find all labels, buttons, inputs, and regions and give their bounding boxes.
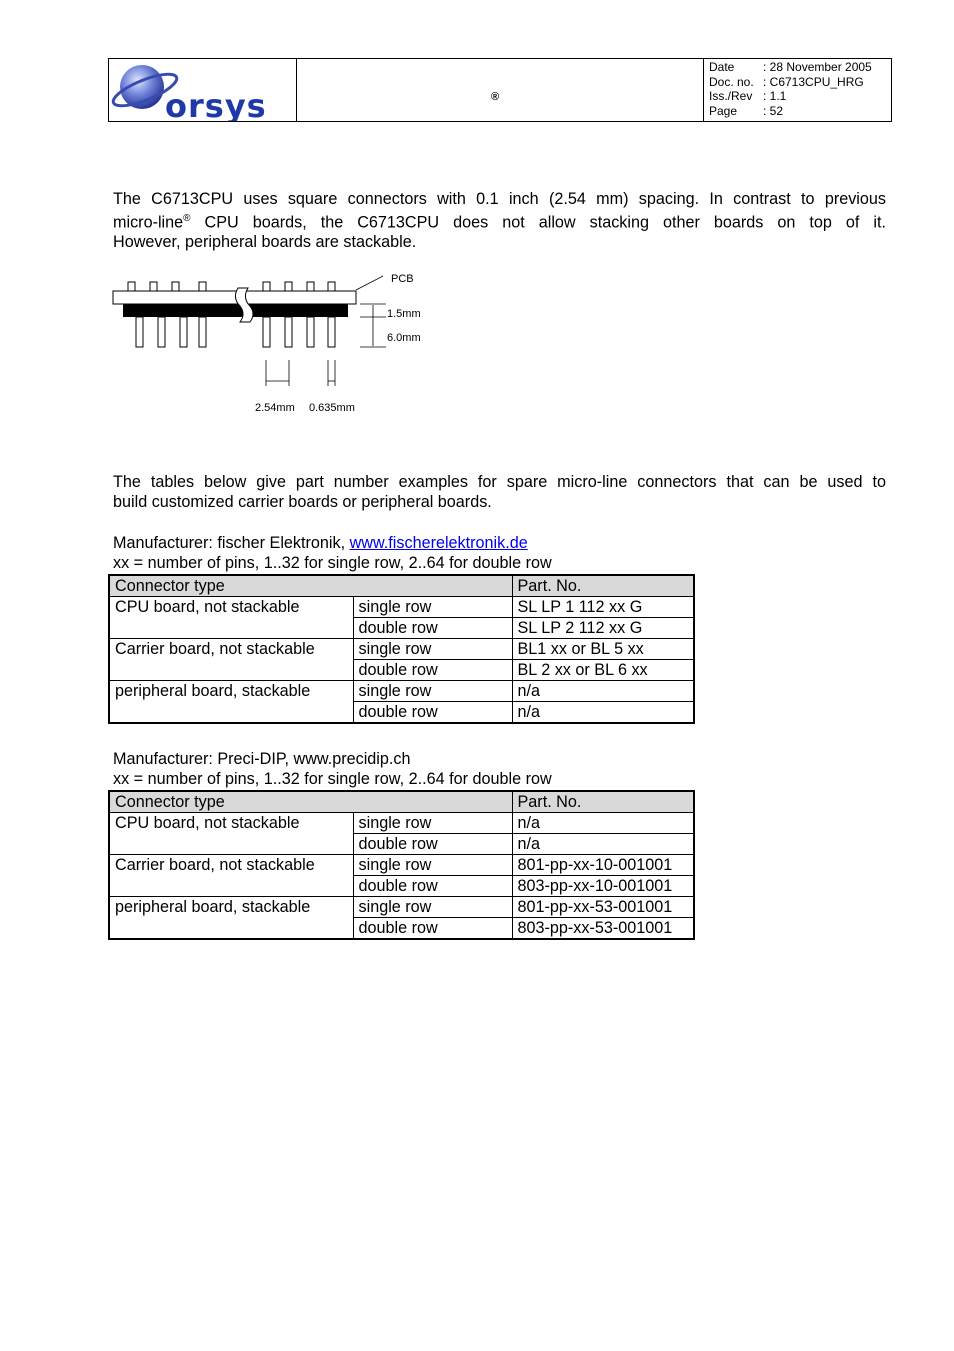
fischer-manufacturer: Manufacturer: fischer Elektronik, www.fischerelektronik.de — [113, 534, 528, 552]
pin-bottom — [180, 317, 187, 347]
tables-intro-paragraph — [113, 472, 886, 512]
pin-bottom — [199, 317, 206, 347]
intro-line-2: micro-line® CPU boards, the C6713CPU does not allow stacking other boards on top of it. — [113, 213, 886, 232]
info-date: Date : 28 November 2005 — [709, 60, 872, 74]
tables-intro-line-2: build customized carrier boards or peripheral boards. — [113, 493, 492, 511]
info-doc-no: Doc. no. : C6713CPU_HRG — [709, 74, 864, 89]
header-connector-type: Connector type — [109, 791, 512, 813]
table-header-row — [109, 575, 694, 597]
pin-bottom — [307, 317, 314, 347]
header-part-no: Part. No. — [512, 791, 694, 813]
table-row: Carrier board, not stackable single row 801-pp-xx-10-001001 — [109, 855, 694, 876]
pin-top — [285, 282, 292, 291]
intro-line-1: The C6713CPU uses square connectors with 0.1 inch (2.54 mm) spacing. In contrast to previous — [113, 190, 886, 208]
pin-width-label: 0.635mm — [309, 402, 355, 414]
pcb-label: PCB — [391, 273, 414, 285]
table-row: CPU board, not stackable single row SL LP 1 112 xx G — [109, 597, 694, 618]
board-type-cell: CPU board, not stackable — [109, 813, 353, 855]
pcb — [113, 291, 356, 304]
fischer-table — [108, 574, 695, 724]
connector-diagram — [108, 268, 438, 420]
pin-top — [199, 282, 206, 291]
precidip-table — [108, 790, 695, 940]
orsys-logo — [109, 59, 297, 121]
precidip-note: xx = number of pins, 1..32 for single row, 2..64 for double row — [113, 770, 552, 788]
intro-paragraph — [113, 189, 886, 252]
pin-top — [128, 282, 135, 291]
svg-text:orsys: orsys — [165, 87, 267, 121]
precidip-manufacturer: Manufacturer: Preci-DIP, www.precidip.ch — [113, 750, 411, 768]
table-row: Carrier board, not stackable single row BL1 xx or BL 5 xx — [109, 639, 694, 660]
pcb-leader — [356, 276, 383, 290]
document-header — [108, 58, 892, 122]
table-row: double row n/a — [109, 834, 694, 855]
tables-intro-line-1: The tables below give part number examples for spare micro-line connectors that can be used to — [113, 473, 886, 491]
thickness-label: 1.5mm — [387, 308, 421, 320]
header-connector-type: Connector type — [109, 575, 512, 597]
table-row: double row 803-pp-xx-53-001001 — [109, 918, 694, 940]
table-row: double row SL LP 2 112 xx G — [109, 618, 694, 639]
planet-logo-icon — [109, 59, 295, 121]
pin-bottom — [285, 317, 292, 347]
length-label: 6.0mm — [387, 332, 421, 344]
fischer-note: xx = number of pins, 1..32 for single row, 2..64 for double row — [113, 554, 552, 572]
pin-top — [150, 282, 157, 291]
pitch-label: 2.54mm — [255, 402, 295, 414]
pin-bottom — [328, 317, 335, 347]
pin-top — [263, 282, 270, 291]
board-type-cell: Carrier board, not stackable — [109, 855, 353, 897]
board-type-cell: peripheral board, stackable — [109, 897, 353, 940]
table-row: CPU board, not stackable single row n/a — [109, 813, 694, 834]
pin-bottom — [136, 317, 143, 347]
table-row: double row n/a — [109, 702, 694, 724]
table-row: double row 803-pp-xx-10-001001 — [109, 876, 694, 897]
header-part-no: Part. No. — [512, 575, 694, 597]
intro-line-3: However, peripheral boards are stackable. — [113, 233, 417, 252]
board-type-cell: CPU board, not stackable — [109, 597, 353, 639]
fischer-link[interactable]: www.fischerelektronik.de — [349, 534, 528, 552]
info-page: Page : 52 — [709, 103, 784, 118]
pin-top — [307, 282, 314, 291]
board-type-cell: peripheral board, stackable — [109, 681, 353, 724]
pin-top — [172, 282, 179, 291]
table-row: peripheral board, stackable single row n/a — [109, 681, 694, 702]
info-issue-rev: Iss./Rev : 1.1 — [709, 89, 787, 103]
table-row: double row BL 2 xx or BL 6 xx — [109, 660, 694, 681]
connector-body — [123, 304, 348, 317]
pin-bottom — [158, 317, 165, 347]
header-title-cell — [297, 59, 704, 121]
pin-bottom — [263, 317, 270, 347]
board-type-cell: Carrier board, not stackable — [109, 639, 353, 681]
table-row: peripheral board, stackable single row 801-pp-xx-53-001001 — [109, 897, 694, 918]
registered-mark: ® — [491, 91, 500, 103]
pin-top — [328, 282, 335, 291]
table-header-row — [109, 791, 694, 813]
header-info — [704, 59, 891, 121]
